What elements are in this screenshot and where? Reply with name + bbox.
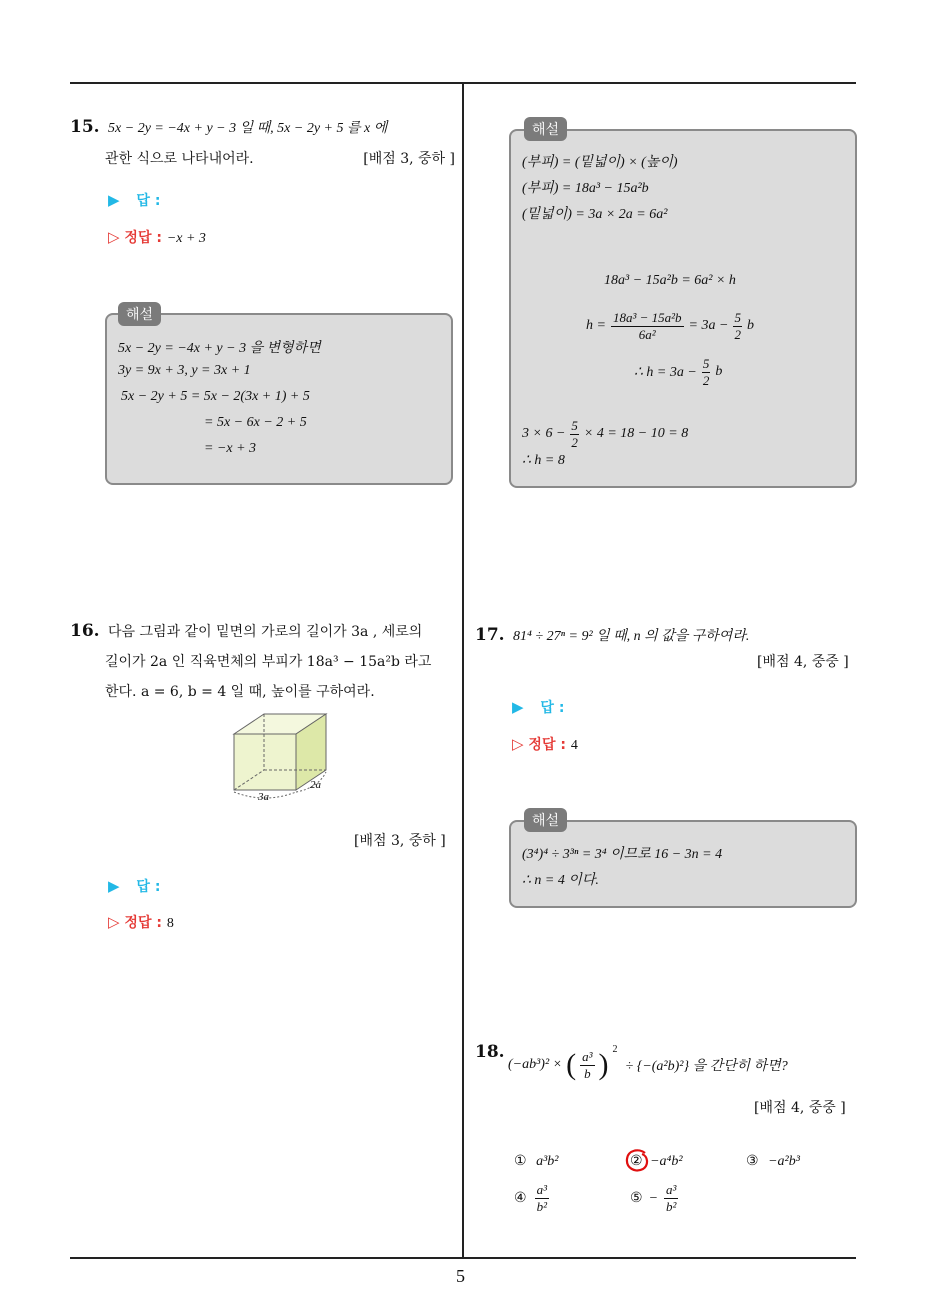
choice-5-sign: − xyxy=(648,1190,659,1206)
frac-num: a³ xyxy=(582,1048,593,1064)
outline-play-icon: ▷ xyxy=(108,913,120,931)
q15-line1 xyxy=(70,112,455,144)
q17-score: [배점 4, 중중 ] xyxy=(757,654,849,670)
frac-num: 5 xyxy=(734,309,741,325)
q16-answer-row xyxy=(108,876,160,896)
q16-sol-bottom-2: ∴ h = 8 xyxy=(522,453,565,468)
play-icon: ▶ xyxy=(512,698,524,716)
q17-correct-row xyxy=(512,734,578,754)
fig-label-width: 3a xyxy=(258,791,269,803)
lhs: 3 × 6 − xyxy=(522,426,566,441)
q15-answer-row xyxy=(108,190,160,210)
q16-sol-center-2 xyxy=(586,306,754,346)
q17-correct-value: 4 xyxy=(570,738,578,753)
column-divider xyxy=(462,82,464,1259)
selected-circle-mark xyxy=(623,1147,651,1175)
q15-score: [배점 3, 중하 ] xyxy=(363,151,455,167)
q16-sol-center-1: 18a³ − 15a²b = 6a² × h xyxy=(604,273,736,288)
q15-sol-2: 3y = 9x + 3, y = 3x + 1 xyxy=(118,363,251,378)
q17-answer-row xyxy=(512,697,564,717)
frac-num: a³ xyxy=(536,1182,547,1197)
choice-4-fraction xyxy=(535,1182,549,1215)
frac-num: a³ xyxy=(666,1182,677,1197)
choice-4-mark: ④ xyxy=(514,1191,527,1206)
question-16 xyxy=(70,616,455,707)
q15-correct-row xyxy=(108,227,206,247)
choice-1-value: a³b² xyxy=(536,1154,559,1169)
q16-correct-value: 8 xyxy=(166,916,174,931)
q16-sol-bottom-1 xyxy=(522,414,688,454)
q18-score: [배점 4, 중중 ] xyxy=(754,1100,846,1116)
frac-num: 5 xyxy=(702,355,710,371)
outline-play-icon: ▷ xyxy=(108,228,120,246)
q17-sol-2: ∴ n = 4 이다. xyxy=(522,873,599,888)
frac-den: 2 xyxy=(734,326,741,342)
frac-den: 2 xyxy=(571,434,578,450)
q16-sol-2: (부피) = 18a³ − 15a²b xyxy=(522,181,649,196)
frac-num: 18a³ − 15a²b xyxy=(612,309,682,325)
choice-5-fraction xyxy=(664,1182,678,1215)
frac-num: 5 xyxy=(571,417,578,433)
q16-line1 xyxy=(70,616,455,647)
q17-sol-1: (3⁴)⁴ ÷ 3³ⁿ = 3⁴ 이므로 16 − 3n = 4 xyxy=(522,847,723,862)
right-paren: ) xyxy=(598,1048,609,1081)
cuboid-front-face xyxy=(234,734,296,790)
choice-4[interactable] xyxy=(514,1182,549,1215)
play-icon: ▶ xyxy=(108,877,120,895)
fraction-small xyxy=(570,418,579,451)
q17-number: 17. xyxy=(475,625,505,645)
fig-label-depth: 2a xyxy=(310,779,321,791)
q15-statement: 5x − 2y = −4x + y − 3 일 때, 5x − 2y + 5 를 x 에 xyxy=(108,121,388,136)
q17-solution-box xyxy=(509,820,857,908)
q16-number: 16. xyxy=(70,621,100,641)
q17-line1 xyxy=(475,620,857,652)
outline-play-icon: ▷ xyxy=(512,735,524,753)
q16-score: [배점 3, 중하 ] xyxy=(354,833,446,849)
q17-statement: 81⁴ ÷ 27ⁿ = 9² 일 때, n 의 값을 구하여라. xyxy=(513,629,750,644)
rhs: × 4 = 18 − 10 = 8 xyxy=(583,426,689,441)
q16-line2: 길이가 2a 인 직육면체의 부피가 18a³ − 15a²b 라고 xyxy=(105,654,432,670)
q15-statement-2: 관한 식으로 나타내어라. xyxy=(105,151,254,167)
question-17 xyxy=(475,620,857,652)
q17-correct-label: 정답 : xyxy=(528,737,566,753)
question-15 xyxy=(70,112,455,174)
q16-statement-1: 다음 그림과 같이 밑면의 가로의 길이가 3a , 세로의 xyxy=(108,624,423,640)
frac-den: b² xyxy=(536,1199,547,1214)
q16-sol-1: (부피) = (밑넓이) × (높이) xyxy=(522,155,678,170)
q15-sol-3: 5x − 2y + 5 = 5x − 2(3x + 1) + 5 xyxy=(121,389,310,404)
q18-fraction xyxy=(580,1049,594,1082)
h-eq: h = xyxy=(586,318,606,333)
q16-sol-3: (밑넓이) = 3a × 2a = 6a² xyxy=(522,207,668,222)
q15-correct-value: −x + 3 xyxy=(166,231,206,246)
q15-correct-label: 정답 : xyxy=(124,230,162,246)
q16-line3: 한다. a = 6, b = 4 일 때, 높이를 구하여라. xyxy=(105,684,375,700)
q18-expr-left: (−ab³)² × xyxy=(508,1057,563,1072)
q15-answer-label: 답 : xyxy=(136,193,161,209)
q15-line2 xyxy=(70,144,455,174)
q16-solution-tag: 해설 xyxy=(524,117,567,141)
q15-sol-5: = −x + 3 xyxy=(204,441,257,456)
fraction xyxy=(611,310,684,343)
q16-correct-label: 정답 : xyxy=(124,915,162,931)
tail: b xyxy=(746,318,754,333)
q16-answer-label: 답 : xyxy=(136,879,161,895)
therefore-h: ∴ h = 3a − xyxy=(634,364,697,380)
choice-3-value: −a²b³ xyxy=(768,1154,800,1169)
choice-1-mark: ① xyxy=(514,1154,527,1169)
q16-sol-center-3 xyxy=(634,352,722,392)
play-icon: ▶ xyxy=(108,191,120,209)
choice-1[interactable] xyxy=(514,1153,558,1170)
choice-3-mark: ③ xyxy=(746,1154,759,1169)
q15-number: 15. xyxy=(70,117,100,137)
q15-sol-4: = 5x − 6x − 2 + 5 xyxy=(204,415,307,430)
q16-correct-row xyxy=(108,912,174,932)
frac-den: b xyxy=(584,1065,591,1081)
choice-2-mark: ② xyxy=(630,1154,643,1169)
q18-expr-right: ÷ {−(a²b)²} 을 간단히 하면? xyxy=(625,1059,788,1074)
choice-5[interactable] xyxy=(630,1182,678,1215)
page-number: 5 xyxy=(456,1266,465,1286)
rhs: = 3a − xyxy=(688,318,729,333)
q15-solution-tag: 해설 xyxy=(118,302,161,326)
tail: b xyxy=(715,364,723,379)
choice-2-value: −a⁴b² xyxy=(650,1154,683,1169)
q18-number: 18. xyxy=(475,1042,505,1062)
frac-den: 2 xyxy=(702,372,710,388)
q18-expression xyxy=(508,1044,788,1086)
frac-den: 6a² xyxy=(638,326,656,342)
fraction-small xyxy=(733,310,742,343)
choice-3[interactable] xyxy=(746,1153,800,1170)
q17-answer-label: 답 : xyxy=(540,700,565,716)
frac-den: b² xyxy=(666,1199,677,1214)
q15-sol-1: 5x − 2y = −4x + y − 3 을 변형하면 xyxy=(118,341,321,356)
fraction-small xyxy=(702,356,711,389)
cuboid-figure xyxy=(228,710,338,806)
choice-5-mark: ⑤ xyxy=(630,1191,643,1206)
q17-solution-tag: 해설 xyxy=(524,808,567,832)
q18-exponent: 2 xyxy=(612,1044,618,1055)
left-paren: ( xyxy=(566,1048,577,1081)
